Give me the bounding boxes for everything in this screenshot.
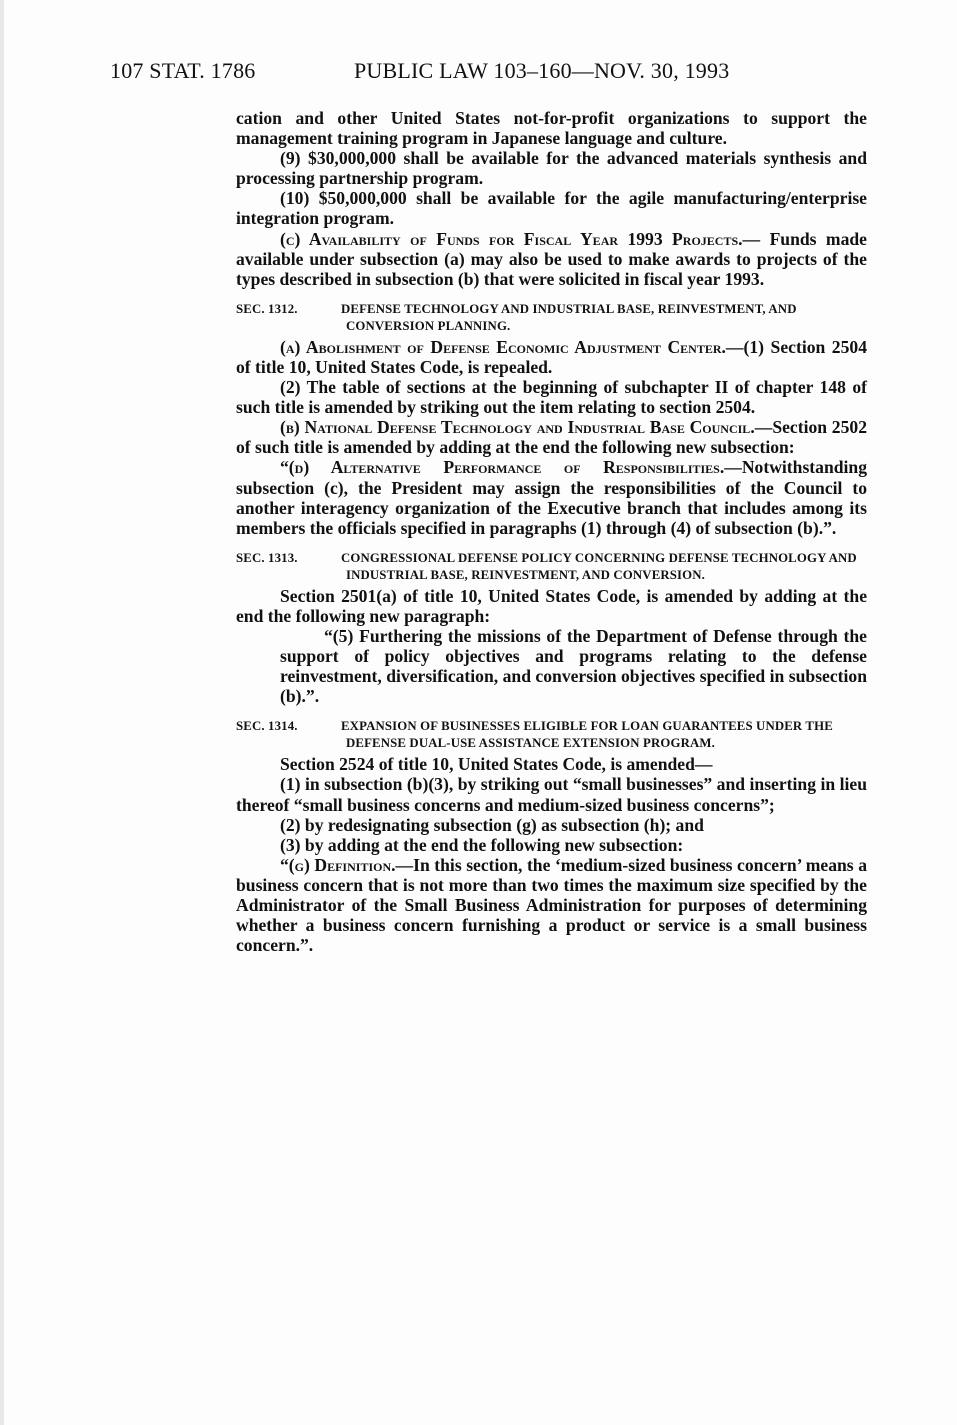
paragraph: Section 2524 of title 10, United States Code, is amended—: [280, 754, 713, 775]
paragraph: [236, 337, 867, 377]
paragraph-text: Notwithstanding subsection (c), the President may assign the responsibilities of the Council to another interagency organization of the Executive branch that includes among its members the officials specified in paragraphs (1) through (4) of subsection (b).”.: [236, 457, 867, 538]
paragraph: cation and other United States not-for-profit organizations to support the management training program in Japanese language and culture.: [236, 108, 867, 149]
subsection-heading: “(d) Alternative Performance of Responsibilities.—: [280, 457, 742, 478]
subsection-heading: “(g) Definition.—: [280, 854, 414, 875]
subsection-heading: (b) National Defense Technology and Industrial Base Council.—: [280, 417, 773, 438]
paragraph: (2) The table of sections at the beginning of subchapter II of chapter 148 of such title is amended by striking out the item relating to section 2504.: [236, 377, 867, 418]
stat-citation: 107 STAT. 1786: [110, 58, 256, 83]
section-heading: [236, 550, 867, 584]
subsection-heading: (c) Availability of Funds for Fiscal Year 1993 Projects.—: [280, 228, 761, 249]
paragraph-text: Funds made available under subsection (a) may also be used to make awards to projects of the types described in subsection (b) that were solicited in fiscal year 1993.: [236, 228, 867, 289]
paragraph: “(5) Furthering the missions of the Department of Defense through the support of policy objectives and programs relating to the defense reinvestment, diversification, and conversion objectives specified in subsection (b).”.: [280, 625, 867, 707]
paragraph: [236, 855, 867, 955]
paragraph: (9) $30,000,000 shall be available for the advanced materials synthesis and processing partnership program.: [236, 148, 867, 189]
section-heading: [236, 718, 867, 752]
paragraph-text: In this section, the ‘medium-sized business concern’ means a business concern that is not more than two times the maximum size specified by the Administrator of the Small Business Administration for purposes of determining whether a business concern furnishing a product or service is a small business concern.”.: [236, 854, 867, 956]
paragraph: [236, 229, 867, 289]
section-number: SEC. 1314.: [236, 719, 298, 734]
scan-edge: [0, 0, 4, 1425]
section-title: EXPANSION OF BUSINESSES ELIGIBLE FOR LOAN GUARANTEES UNDER THE DEFENSE DUAL-USE ASSISTANCE EXTENSION PROGRAM.: [341, 719, 833, 751]
law-title: PUBLIC LAW 103–160—NOV. 30, 1993: [354, 58, 730, 83]
section-number: SEC. 1313.: [236, 550, 298, 565]
document-body: [236, 108, 867, 955]
paragraph-text: Section 2502 of such title is amended by adding at the end the following new subsection:: [236, 417, 867, 458]
subsection-heading: (a) Abolishment of Defense Economic Adjustment Center.—: [280, 336, 744, 357]
paragraph-text: (1) Section 2504 of title 10, United States Code, is repealed.: [236, 336, 867, 377]
paragraph: (2) by redesignating subsection (g) as subsection (h); and: [280, 814, 704, 835]
paragraph: (1) in subsection (b)(3), by striking out “small businesses” and inserting in lieu thereof “small business concerns and medium-sized business concerns”;: [236, 774, 867, 815]
section-title: DEFENSE TECHNOLOGY AND INDUSTRIAL BASE, REINVESTMENT, AND CONVERSION PLANNING.: [341, 301, 797, 333]
section-title: CONGRESSIONAL DEFENSE POLICY CONCERNING DEFENSE TECHNOLOGY AND INDUSTRIAL BASE, REINVESTMENT, AND CONVERSION.: [341, 550, 857, 582]
paragraph: (10) $50,000,000 shall be available for the agile manufacturing/enterprise integration program.: [236, 188, 867, 229]
paragraph: Section 2501(a) of title 10, United States Code, is amended by adding at the end the following new paragraph:: [236, 585, 867, 626]
paragraph: [236, 457, 867, 537]
paragraph: [236, 417, 867, 457]
section-number: SEC. 1312.: [236, 301, 298, 316]
section-heading: [236, 301, 867, 335]
quoted-paragraph: [236, 626, 867, 706]
paragraph: (3) by adding at the end the following new subsection:: [280, 834, 684, 855]
